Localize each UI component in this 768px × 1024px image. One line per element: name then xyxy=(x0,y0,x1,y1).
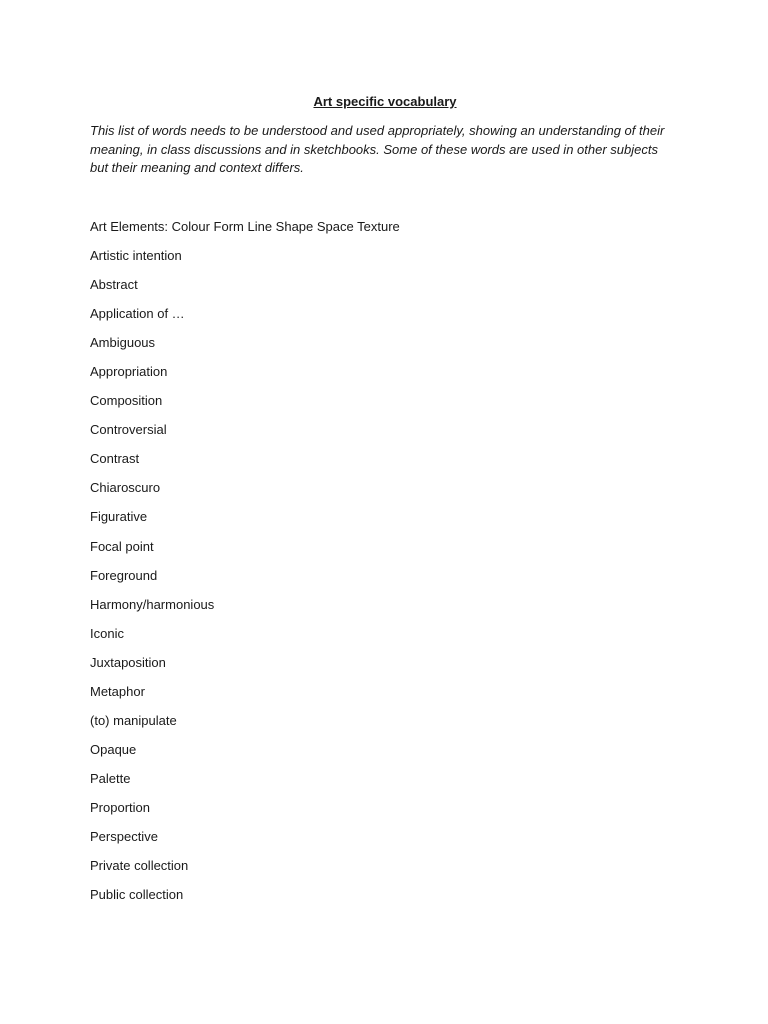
vocabulary-item: Figurative xyxy=(90,509,148,525)
vocabulary-item: Harmony/harmonious xyxy=(90,596,215,612)
vocabulary-item: Focal point xyxy=(90,538,154,554)
vocabulary-item: Application of … xyxy=(90,306,185,322)
vocabulary-item: Ambiguous xyxy=(90,335,156,351)
vocabulary-item: Composition xyxy=(90,393,163,409)
vocabulary-item: Proportion xyxy=(90,799,150,815)
page-title: Art specific vocabulary xyxy=(313,94,457,109)
art-elements-item: Art Elements: Colour Form Line Shape Space Texture xyxy=(90,219,400,234)
vocabulary-item: Opaque xyxy=(90,741,137,757)
vocabulary-item: Private collection xyxy=(90,858,189,874)
intro-paragraph: This list of words needs to be understood and used appropriately, showing an understanding of their meaning, in class discussions and in sketchbooks. Some of these words are used in other subjects but their meaning and context differs. xyxy=(90,123,665,175)
vocabulary-item: Appropriation xyxy=(90,364,168,380)
vocabulary-item: Metaphor xyxy=(90,683,145,699)
vocabulary-item: (to) manipulate xyxy=(90,712,177,728)
vocabulary-item: Contrast xyxy=(90,451,140,467)
vocabulary-item: Iconic xyxy=(90,625,124,641)
vocabulary-list xyxy=(90,219,400,916)
vocabulary-item: Chiaroscuro xyxy=(90,480,161,496)
vocabulary-item: Palette xyxy=(90,770,131,786)
vocabulary-item: Artistic intention xyxy=(90,248,182,264)
vocabulary-item: Foreground xyxy=(90,567,158,583)
vocabulary-item: Public collection xyxy=(90,887,184,903)
vocabulary-item: Abstract xyxy=(90,277,138,293)
vocabulary-item: Controversial xyxy=(90,422,167,438)
vocabulary-item: Juxtaposition xyxy=(90,654,166,670)
vocabulary-item: Perspective xyxy=(90,828,158,844)
